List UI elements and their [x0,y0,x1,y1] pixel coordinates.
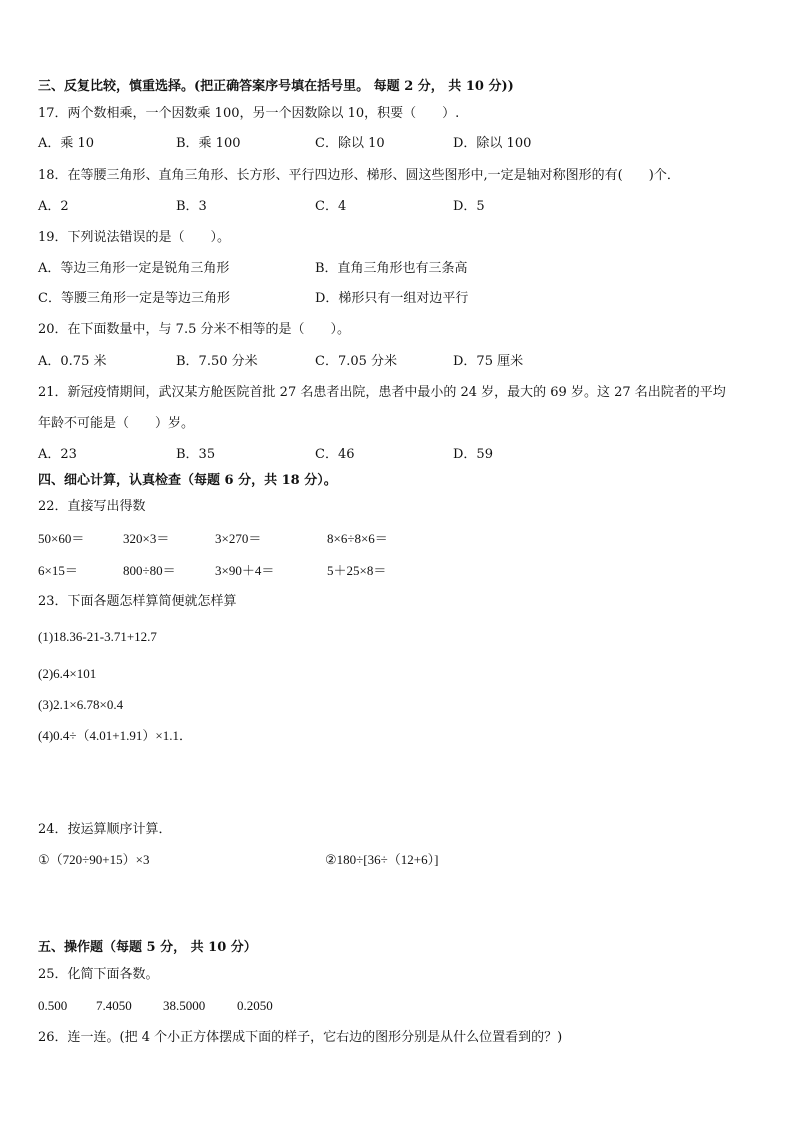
q22-expr: 800÷80＝ [123,563,176,578]
q19-text: 19．下列说法错误的是（ ）。 [38,230,231,245]
section5-heading: 五、操作题（每题 5 分， 共 10 分） [38,940,257,955]
q22-expr: 6×15＝ [38,563,78,578]
q17-option-d: D．除以 100 [453,136,532,151]
q19-option-a: A．等边三角形一定是锐角三角形 [38,261,230,276]
section4-heading: 四、细心计算，认真检查（每题 6 分，共 18 分）。 [38,473,337,488]
q19-options-row2 [38,291,756,307]
q24-item-1: ①（720÷90+15）×3 [38,852,150,867]
q22-expr: 5＋25×8＝ [327,563,387,578]
q20-option-d: D．75 厘米 [453,354,524,369]
q23-item-3: (3)2.1×6.78×0.4 [38,697,124,712]
q22-row1 [38,531,756,547]
q21-option-c: C．46 [315,447,355,462]
q20-option-b: B．7.50 分米 [176,354,258,369]
q26-text: 26．连一连。(把 4 个小正方体摆成下面的样子，它右边的图形分别是从什么位置看到的？) [38,1030,563,1045]
q17-option-b: B．乘 100 [176,136,241,151]
q22-expr: 50×60＝ [38,531,85,546]
q22-expr: 3×270＝ [215,531,262,546]
q19-option-d: D．梯形只有一组对边平行 [315,291,469,306]
q17-text: 17．两个数相乘，一个因数乘 100，另一个因数除以 10，积要（ ）. [38,106,460,121]
q25-text: 25．化简下面各数。 [38,967,159,982]
q19-option-b: B．直角三角形也有三条高 [315,261,468,276]
q24-item-2: ②180÷[36÷（12+6）] [325,852,439,867]
q18-options [38,199,756,215]
q21-option-d: D．59 [453,447,493,462]
q18-option-b: B．3 [176,199,207,214]
q21-option-b: B．35 [176,447,216,462]
q23-item-1: (1)18.36-21-3.71+12.7 [38,629,157,644]
q25-numbers [38,998,756,1014]
q24-text: 24．按运算顺序计算． [38,822,172,837]
q21-text-line1: 21．新冠疫情期间，武汉某方舱医院首批 27 名患者出院，患者中最小的 24 岁，最大的 69 岁。这 27 名出院者的平均 [38,385,726,400]
q22-text: 22．直接写出得数 [38,499,146,514]
q23-item-4: (4)0.4÷（4.01+1.91）×1.1． [38,728,192,743]
q18-option-d: D．5 [453,199,485,214]
q19-options-row1 [38,261,756,277]
q25-number: 0.2050 [237,998,273,1013]
q19-option-c: C．等腰三角形一定是等边三角形 [38,291,230,306]
section3-heading: 三、反复比较，慎重选择。(把正确答案序号填在括号里。 每题 2 分， 共 10 分)) [38,79,514,94]
q23-item-2: (2)6.4×101 [38,666,97,681]
q17-option-c: C．除以 10 [315,136,385,151]
q23-text: 23．下面各题怎样算简便就怎样算 [38,594,237,609]
q21-options [38,447,756,463]
q22-expr: 8×6÷8×6＝ [327,531,388,546]
q20-option-a: A．0.75 米 [38,354,107,369]
q20-options [38,354,756,370]
q22-expr: 3×90＋4＝ [215,563,275,578]
q25-number: 7.4050 [96,998,132,1013]
q18-option-c: C．4 [315,199,347,214]
q20-option-c: C．7.05 分米 [315,354,398,369]
q25-number: 38.5000 [163,998,206,1013]
q17-option-a: A．乘 10 [38,136,95,151]
q18-option-a: A．2 [38,199,69,214]
q24-items [38,852,756,868]
q21-option-a: A．23 [38,447,77,462]
q21-text-line2: 年龄不可能是（ ）岁。 [38,416,195,431]
q22-expr: 320×3＝ [123,531,170,546]
q25-number: 0.500 [38,998,68,1013]
q17-options [38,136,756,152]
q20-text: 20．在下面数量中，与 7.5 分米不相等的是（ ）。 [38,322,350,337]
q22-row2 [38,563,756,579]
q18-text: 18．在等腰三角形、直角三角形、长方形、平行四边形、梯形、圆这些图形中,一定是轴对称图形的有( )个． [38,168,680,183]
